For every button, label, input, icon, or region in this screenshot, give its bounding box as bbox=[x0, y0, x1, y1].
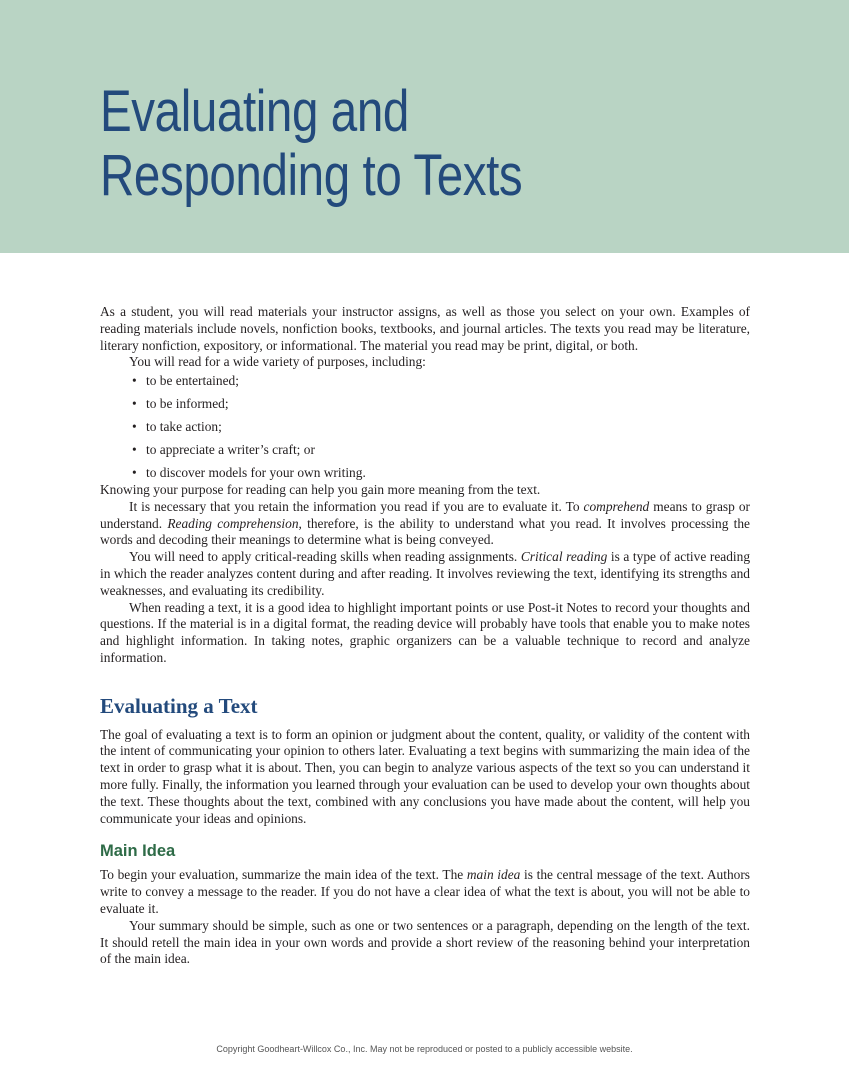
title-line-2: Responding to Texts bbox=[100, 143, 523, 208]
intro-paragraph: As a student, you will read materials your instructor assigns, as well as those you select on your own. Examples of reading materials include novels, nonfiction books, textbooks, and journal articles. The texts you read may be literature, literary nonfiction, expository, or informational. The material you read may be print, digital, or both. bbox=[100, 304, 750, 353]
purpose-paragraph: Knowing your purpose for reading can help you gain more meaning from the text. bbox=[100, 481, 541, 497]
evaluating-paragraph: The goal of evaluating a text is to form an opinion or judgment about the content, quality, or validity of the content with the intent of communicating your opinion to others later. Evaluating a text begins with summarizing the main idea of the text in order to grasp what it is about. Then, you can begin to analyze various aspects of the text so you can understand it more fully. Finally, the information you learned through your evaluation can be used to develop your own thoughts about the text. These thoughts about the text, combined with any conclusions you have made about the content, will help you communicate your ideas and opinions. bbox=[100, 726, 750, 826]
page-body bbox=[100, 304, 750, 968]
list-item: • to take action; bbox=[132, 419, 222, 435]
notes-paragraph: When reading a text, it is a good idea to highlight important points or use Post-it Notes to record your thoughts and questions. If the material is in a digital format, the reading device will probably have tools that enable you to make notes and highlight information. In taking notes, graphic organizers can be a valuable technique to record and analyze information. bbox=[100, 599, 750, 665]
comprehend-paragraph: It is necessary that you retain the information you read if you are to evaluate it. To comprehend means to grasp or understand. Reading comprehension, therefore, is the ability to understand what you read. It involves processing the words and decoding their meanings to determine what is being conveyed. bbox=[100, 498, 750, 548]
list-item: • to be entertained; bbox=[132, 373, 239, 389]
purposes-paragraph: You will read for a wide variety of purposes, including: bbox=[129, 354, 426, 370]
list-item: • to appreciate a writer’s craft; or bbox=[132, 442, 315, 458]
section-heading: Evaluating a Text bbox=[100, 693, 258, 718]
critical-reading-paragraph: You will need to apply critical-reading skills when reading assignments. Critical reading is a type of active reading in which the reader analyzes content during and after reading. It involves reviewing the text, identifying its strengths and weaknesses, and evaluating its credibility. bbox=[100, 549, 751, 598]
purposes-list bbox=[100, 373, 750, 482]
subsection-heading: Main Idea bbox=[100, 842, 176, 861]
chapter-title bbox=[100, 80, 522, 208]
main-idea-paragraph: To begin your evaluation, summarize the main idea of the text. The main idea is the central message of the text. Authors write to convey a message to the reader. If you do not have a clear idea of what the text is about, you will not be able to evaluate it. bbox=[100, 867, 751, 917]
title-line-1: Evaluating and bbox=[100, 79, 409, 144]
copyright-footer: Copyright Goodheart-Willcox Co., Inc. May not be reproduced or posted to a publicly accessible website. bbox=[216, 1044, 633, 1054]
list-item: • to discover models for your own writing. bbox=[132, 465, 366, 481]
list-item: • to be informed; bbox=[132, 396, 229, 412]
summary-paragraph: Your summary should be simple, such as one or two sentences or a paragraph, depending on the length of the text. It should retell the main idea in your own words and provide a short review of the reasoning behind your interpretation of the main idea. bbox=[100, 917, 750, 967]
